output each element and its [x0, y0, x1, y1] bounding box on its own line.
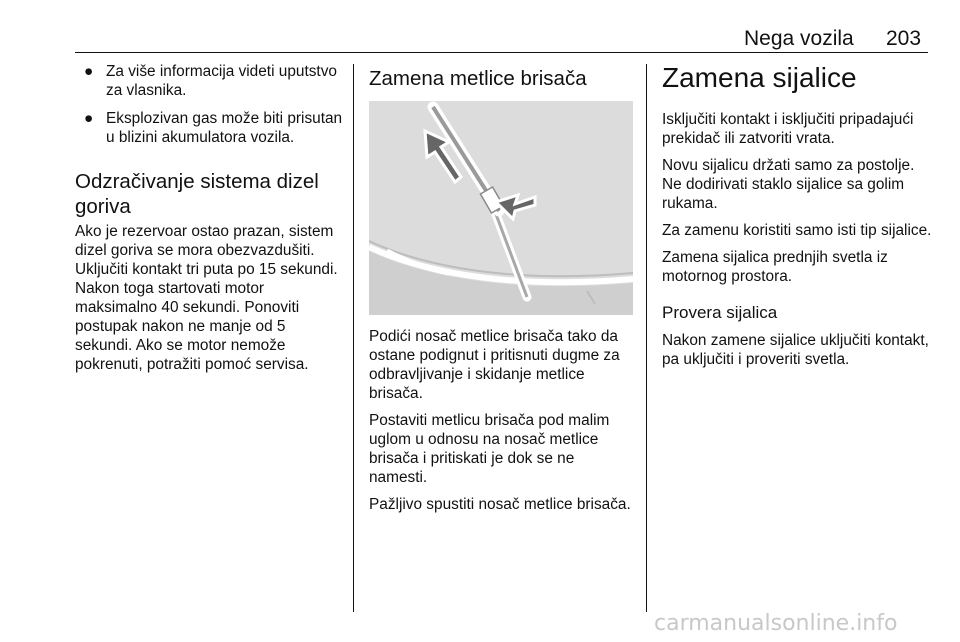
- diesel-paragraph: Ako je rezervoar ostao prazan, sistem dizel goriva se mora obezvazdušiti. Uključiti kontakt tri puta po 15 sekundi. Nakon toga startovati motor maksimalno 40 sekundi. Ponoviti postupak nakon ne manje od 5 sekundi. Ako se motor nemože pokrenuti, potražiti pomoć servisa.: [75, 223, 338, 373]
- column-divider-right: [646, 64, 647, 612]
- bullet-icon: ●: [84, 63, 94, 80]
- header-rule: [75, 52, 928, 53]
- column-divider-left: [353, 64, 354, 612]
- section-heading-bulb: Zamena sijalice: [662, 62, 857, 93]
- bullet-icon: ●: [84, 110, 94, 127]
- right-column: [662, 62, 934, 369]
- list-item: [75, 62, 345, 100]
- bulb-paragraph-1: Isključiti kontakt i isključiti pripadajući prekidač ili zatvoriti vrata.: [662, 111, 914, 147]
- subheading-bulb-check: Provera sijalica: [662, 303, 778, 322]
- left-column: [75, 62, 345, 374]
- bulb-paragraph-4: Zamena sijalica prednjih svetla iz motornog prostora.: [662, 249, 888, 285]
- wiper-paragraph-3: Pažljivo spustiti nosač metlice brisača.: [369, 496, 631, 513]
- bulb-paragraph-2: Novu sijalicu držati samo za postolje. Ne dodirivati staklo sijalice sa golim rukama.: [662, 157, 915, 212]
- bullet-text: Za više informacija videti uputstvo za vlasnika.: [106, 63, 337, 99]
- page-section-title: Nega vozila: [744, 27, 854, 50]
- bullet-list: [75, 62, 345, 147]
- wiper-paragraph-2: Postaviti metlicu brisača pod malim uglom u odnosu na nosač metlice brisača i pritiskati je dok se ne namesti.: [369, 412, 610, 486]
- wiper-blade-illustration-icon: [369, 101, 633, 315]
- wiper-figure: [369, 101, 633, 315]
- bulb-paragraph-3: Za zamenu koristiti samo isti tip sijalice.: [662, 222, 932, 239]
- section-heading-wiper: Zamena metlice brisača: [369, 67, 587, 90]
- bulb-check-paragraph: Nakon zamene sijalice uključiti kontakt, pa uključiti i proveriti svetla.: [662, 332, 929, 368]
- page-number: 203: [886, 27, 922, 50]
- middle-column: [369, 62, 633, 514]
- list-item: [75, 109, 345, 147]
- wiper-paragraph-1: Podići nosač metlice brisača tako da ostane podignut i pritisnuti dugme za odbravljivanje i skidanje metlice brisača.: [369, 328, 620, 402]
- section-heading-diesel: Odzračivanje sistema dizel goriva: [75, 170, 319, 218]
- watermark-logo: carmanualsonline.info: [654, 611, 898, 636]
- bullet-text: Eksplozivan gas može biti prisutan u blizini akumulatora vozila.: [106, 110, 343, 146]
